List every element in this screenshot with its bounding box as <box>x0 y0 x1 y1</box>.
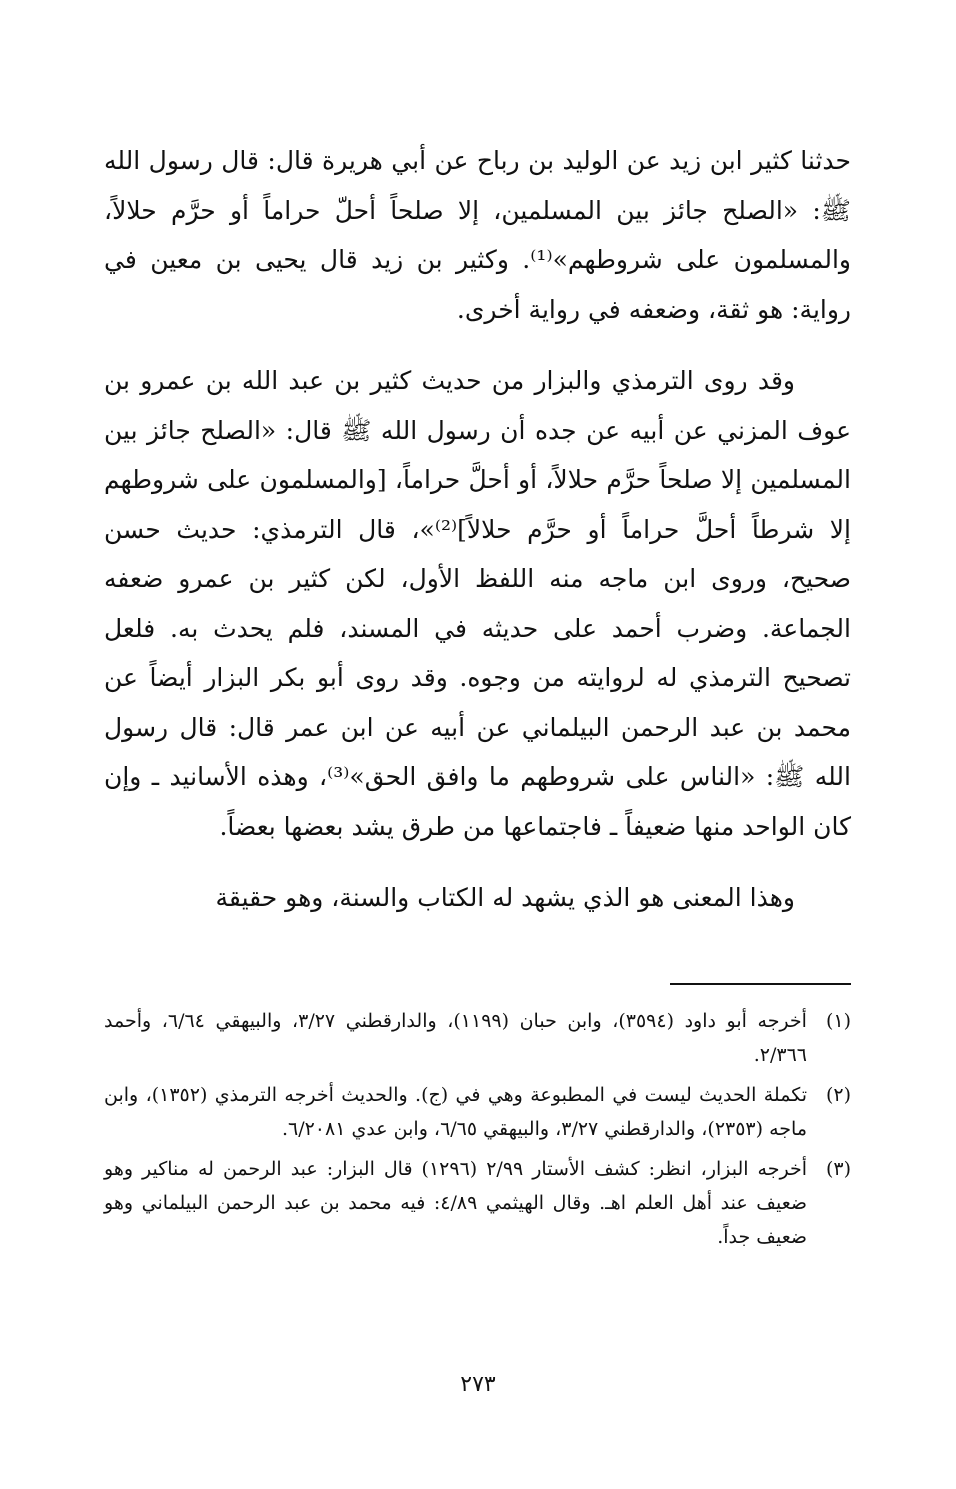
paragraph-hadith-abu-hurayra: حدثنا كثير ابن زيد عن الوليد بن رباح عن أبي هريرة قال: قال رسول الله ﷺ: «الصلح جائز بين المسلمين، إلا صلحاً أحلّ حراماً أو حرَّم حلالاً، والمسلمون على شروطهم»⁽¹⁾. وكثير بن زيد قال يحيى بن معين في رواية: هو ثقة، وضعفه في رواية أخرى. <box>104 146 851 324</box>
footnote-number: (٢) <box>825 1084 851 1106</box>
paragraph-tirmidhi-bazzar: وقد روى الترمذي والبزار من حديث كثير بن عبد الله بن عمرو بن عوف المزني عن أبيه عن جده أن رسول الله ﷺ قال: «الصلح جائز بين المسلمين إلا صلحاً حرَّم حلالاً، أو أحلَّ حراماً، [والمسلمون على شروطهم إلا شرطاً أحلَّ حراماً أو حرَّم حلالاً]⁽²⁾»، قال الترمذي: حديث حسن صحيح، وروى ابن ماجه منه اللفظ الأول، لكن كثير بن عمرو ضعفه الجماعة. وضرب أحمد على حديثه في المسند، فلم يحدث به. فلعل تصحيح الترمذي له لروايته من وجوه. وقد روى أبو بكر البزار أيضاً عن محمد بن عبد الرحمن البيلماني عن أبيه عن ابن عمر قال: قال رسول الله ﷺ: «الناس على شروطهم ما وافق الحق»⁽³⁾، وهذه الأسانيد ـ وإن كان الواحد منها ضعيفاً ـ فاجتماعها من طرق يشد بعضها بعضاً. <box>104 366 851 841</box>
page-number: ٢٧٣ <box>460 1372 496 1397</box>
footnote-separator <box>670 983 851 985</box>
footnotes <box>104 1004 851 1260</box>
main-text <box>104 136 851 923</box>
footnote-number: (٣) <box>825 1158 851 1180</box>
footnote-2 <box>104 1078 851 1146</box>
footnote-1 <box>104 1004 851 1072</box>
paragraph-meaning: وهذا المعنى هو الذي يشهد له الكتاب والسنة، وهو حقيقة <box>215 883 795 912</box>
footnote-number: (١) <box>825 1010 851 1032</box>
footnote-text: تكملة الحديث ليست في المطبوعة وهي في (ج). والحديث أخرجه الترمذي (١٣٥٢)، وابن ماجه (٢٣٥٣)، والدارقطني ٣/٢٧، والبيهقي ٦/٦٥، وابن عدي ٦/٢٠٨١. <box>104 1084 807 1140</box>
footnote-text: أخرجه أبو داود (٣٥٩٤)، وابن حبان (١١٩٩)، والدارقطني ٣/٢٧، والبيهقي ٦/٦٤، وأحمد ٢/٣٦٦. <box>104 1010 807 1066</box>
footnote-text: أخرجه البزار، انظر: كشف الأستار ٢/٩٩ (١٢٩٦) قال البزار: عبد الرحمن له مناكير وهو ضعيف عند أهل العلم اهـ. وقال الهيثمي ٤/٨٩: فيه محمد بن عبد الرحمن البيلماني وهو ضعيف جداً. <box>104 1158 808 1248</box>
footnote-3 <box>104 1152 851 1254</box>
